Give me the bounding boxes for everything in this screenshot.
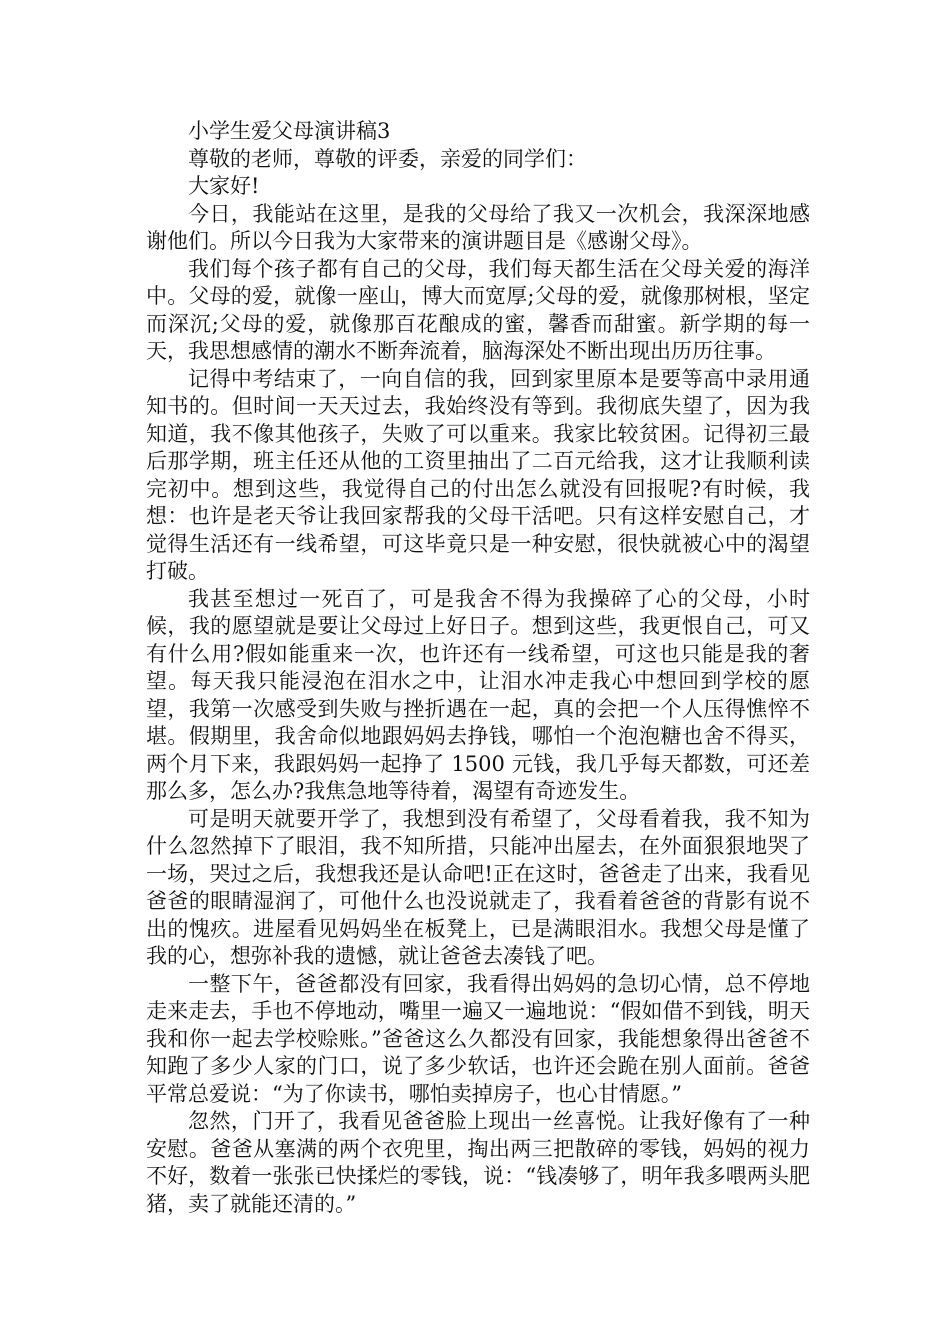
paragraph: 我们每个孩子都有自己的父母，我们每天都生活在父母关爱的海洋中。父母的爱，就像一座山，博大而宽厚;父母的爱，就像那树根，坚定而深沉;父母的爱，就像那百花酿成的蜜，馨香而甜蜜。新学期的每一天，我思想感情的潮水不断奔流着，脑海深处不断出现出历历往事。	[146, 256, 810, 363]
greeting: 大家好!	[188, 174, 260, 198]
document-page	[146, 118, 810, 1218]
salutation: 尊敬的老师，尊敬的评委，亲爱的同学们：	[188, 146, 587, 171]
paragraph: 可是明天就要开学了，我想到没有希望了，父母看着我，我不知为什么忽然掉下了眼泪，我不知所措，只能冲出屋去，在外面狠狠地哭了一场，哭过之后，我想我还是认命吧!正在这时，爸爸走了出来，我看见爸爸的眼睛湿润了，可他什么也没说就走了，我看着爸爸的背影有说不出的愧疚。进屋看见妈妈坐在板凳上，已是满眼泪水。我想父母是懂了我的心，想弥补我的遗憾，就让爸爸去凑钱了吧。	[146, 806, 810, 968]
paragraph: 我甚至想过一死百了，可是我舍不得为我操碎了心的父母，小时候，我的愿望就是要让父母过上好日子。想到这些，我更恨自己，可又有什么用?假如能重来一次，也许还有一线希望，可这也只能是我的奢望。每天我只能浸泡在泪水之中，让泪水冲走我心中想回到学校的愿望，我第一次感受到失败与挫折遇在一起，真的会把一个人压得憔悴不堪。假期里，我舍命似地跟妈妈去挣钱，哪怕一个泡泡糖也舍不得买，两个月下来，我跟妈妈一起挣了 1500 元钱，我几乎每天都数，可还差那么多，怎么办?我焦急地等待着，渴望有奇迹发生。	[146, 586, 810, 803]
paragraph: 忽然，门开了，我看见爸爸脸上现出一丝喜悦。让我好像有了一种安慰。爸爸从塞满的两个衣兜里，掏出两三把散碎的零钱，妈妈的视力不好，数着一张张已快揉烂的零钱，说：“钱凑够了，明年我多喂两头肥猪，卖了就能还清的。”	[146, 1109, 810, 1216]
paragraph: 今日，我能站在这里，是我的父母给了我又一次机会，我深深地感谢他们。所以今日我为大家带来的演讲题目是《感谢父母》。	[146, 201, 810, 253]
document-title: 小学生爱父母演讲稿3	[188, 119, 391, 143]
paragraph: 一整下午，爸爸都没有回家，我看得出妈妈的急切心情，总不停地走来走去，手也不停地动，嘴里一遍又一遍地说：“假如借不到钱，明天我和你一起去学校赊账。”爸爸这么久都没有回家，我能想象得出爸爸不知跑了多少人家的门口，说了多少软话，也许还会跪在别人面前。爸爸平常总爱说：“为了你读书，哪怕卖掉房子，也心甘情愿。”	[146, 971, 810, 1106]
paragraph: 记得中考结束了，一向自信的我，回到家里原本是要等高中录用通知书的。但时间一天天过去，我始终没有等到。我彻底失望了，因为我知道，我不像其他孩子，失败了可以重来。我家比较贫困。记得初三最后那学期，班主任还从他的工资里抽出了二百元给我，这才让我顺利读完初中。想到这些，我觉得自己的付出怎么就没有回报呢?有时候，我想：也许是老天爷让我回家帮我的父母干活吧。只有这样安慰自己，才觉得生活还有一线希望，可这毕竟只是一种安慰，很快就被心中的渴望打破。	[146, 366, 810, 583]
